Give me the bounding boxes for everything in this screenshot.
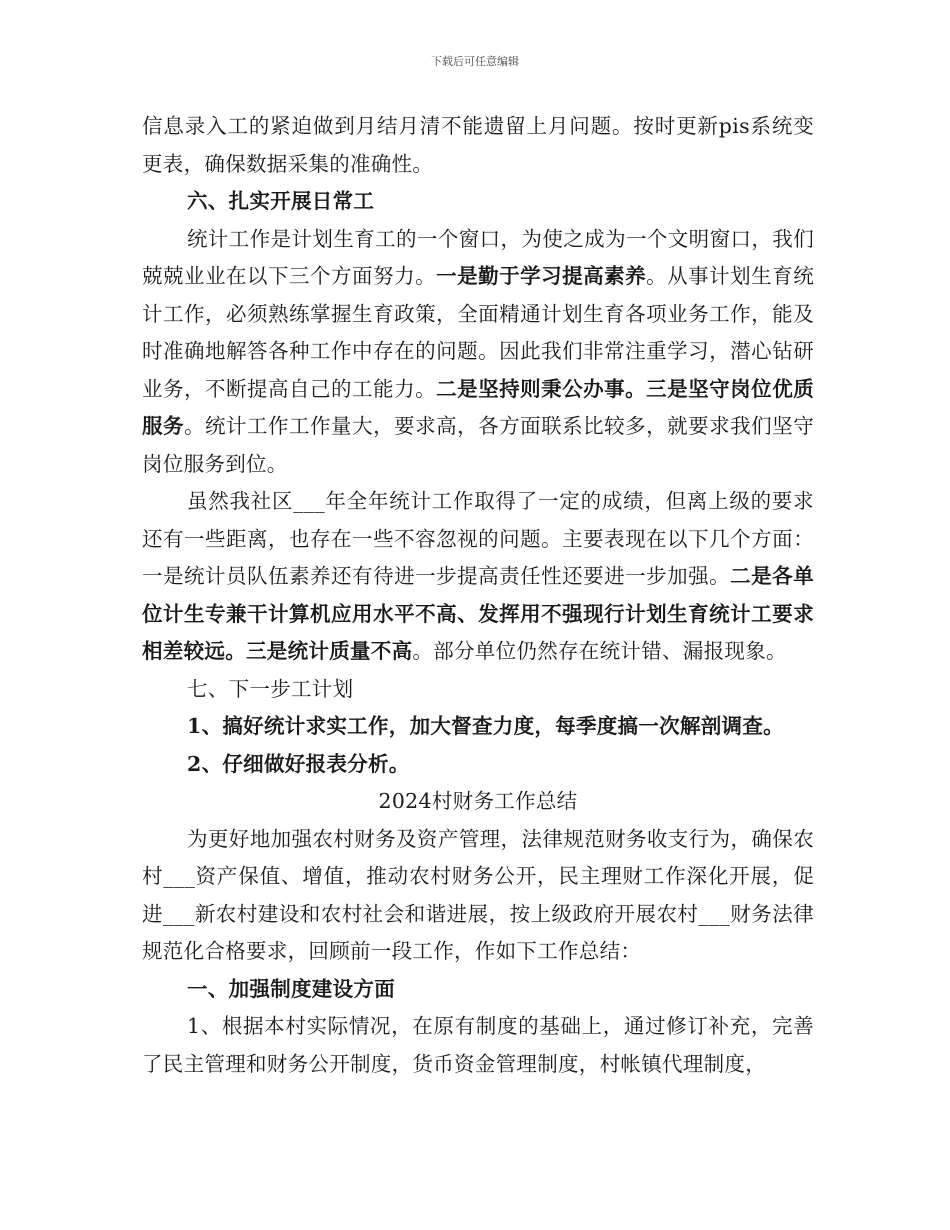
text-span: 为更好地加强农村财务及资产管理，法律规范财务收支行为，确保农村___资产保值、增值，推动农村财务公开，民主理财工作深化开展，促进___新农村建设和农村社会和谐进展，按上级政府开展农村___财务法律规范化合格要求，回顾前一段工作，作如下工作总结： bbox=[142, 826, 814, 963]
paragraph bbox=[142, 1008, 814, 1083]
bold-text-span: 1、搞好统计求实工作，加大督查力度，每季度搞一次解剖调查。 bbox=[187, 714, 784, 738]
paragraph bbox=[142, 671, 814, 709]
paragraph bbox=[142, 708, 814, 746]
section-title bbox=[142, 783, 814, 821]
paragraph bbox=[142, 821, 814, 971]
bold-text-span: 一是勤于学习提高素养 bbox=[436, 264, 647, 288]
text-span: 虽然我社区___年全年统计工作取得了一定的成绩，但离上级的要求还有一些距离，也存在一些不容忽视的问题。主要表现在以下几个方面：一是统计员队伍素养还有待进一步提高责任性还要进一步加强。 bbox=[142, 489, 814, 588]
bold-text-span: 二是坚持则秉公办事。三是坚守岗位优质服务 bbox=[142, 376, 814, 438]
paragraph bbox=[142, 108, 814, 183]
text-span: 七、下一步工计划 bbox=[187, 676, 354, 701]
text-span: 。从事计划生育统计工作，必须熟练掌握生育政策，全面精通计划生育各项业务工作，能及时准确地解答各种工作中存在的问题。因此我们非常注重学习，潜心钻研业务，不断提高自己的工能力。 bbox=[142, 264, 814, 401]
text-span: 。部分单位仍然存在统计错、漏报现象。 bbox=[412, 639, 787, 663]
bold-text-span: 一、加强制度建设方面 bbox=[187, 976, 395, 1001]
text-span: 信息录入工的紧迫做到月结月清不能遗留上月问题。按时更新pis系统变更表，确保数据采集的准确性。 bbox=[142, 114, 814, 176]
bold-text-span: 2、仔细做好报表分析。 bbox=[187, 751, 410, 776]
bold-text-span: 六、扎实开展日常工 bbox=[187, 189, 375, 213]
text-span: 。统计工作工作量大，要求高，各方面联系比较多，就要求我们坚守岗位服务到位。 bbox=[142, 414, 814, 476]
text-span: 统计工作是计划生育工的一个窗口，为使之成为一个文明窗口，我们兢兢业业在以下三个方面努力。 bbox=[142, 226, 814, 288]
paragraph bbox=[142, 971, 814, 1009]
paragraph bbox=[142, 483, 814, 671]
bold-text-span: 二是各单位计生专兼干计算机应用水平不高、发挥用不强现行计划生育统计工要求相差较远。三是统计质量不高 bbox=[142, 564, 814, 663]
paragraph bbox=[142, 746, 814, 784]
paragraph bbox=[142, 221, 814, 484]
page-header: 下载后可任意编辑 bbox=[431, 55, 519, 68]
text-span: 1、根据本村实际情况，在原有制度的基础上，通过修订补充，完善了民主管理和财务公开制度，货币资金管理制度，村帐镇代理制度， bbox=[142, 1014, 814, 1076]
document-body bbox=[142, 108, 814, 1083]
paragraph bbox=[142, 183, 814, 221]
text-span: 2024村财务工作总结 bbox=[378, 789, 578, 813]
